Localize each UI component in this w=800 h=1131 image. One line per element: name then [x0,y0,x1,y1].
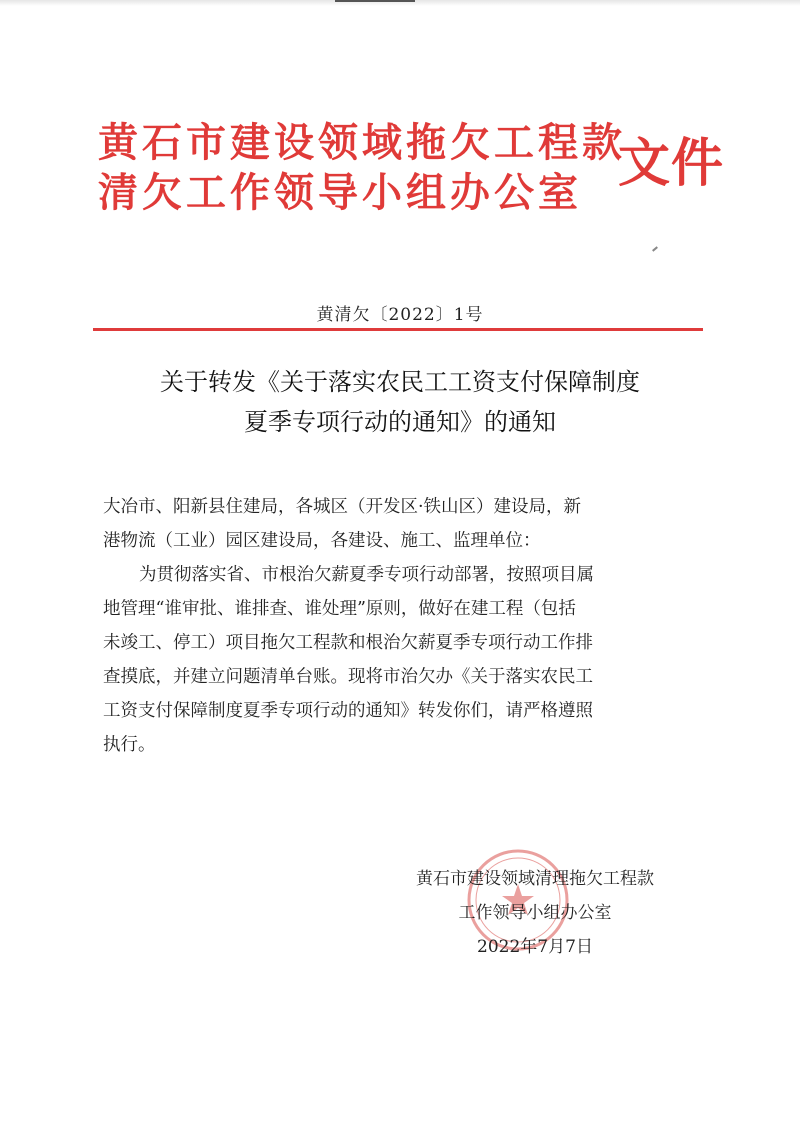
document-number: 黄清欠〔2022〕1号 [316,305,484,325]
body-line: 地管理“谁审批、谁排查、谁处理”原则，做好在建工程（包括 [103,599,576,619]
header-suffix: 文件 [618,133,725,194]
body-paragraph [103,558,703,762]
signature-org-line-1: 黄石市建设领域清理拖欠工程款 [416,869,654,889]
scan-mark [335,0,415,2]
title-line-1: 关于转发《关于落实农民工工资支付保障制度 [160,368,640,396]
red-divider [93,328,703,331]
addressee-line-1: 大冶市、阳新县住建局，各城区（开发区·铁山区）建设局，新 [103,497,582,517]
body-line: 为贯彻落实省、市根治欠薪夏季专项行动部署，按照项目属 [139,565,594,585]
title-line-2: 夏季专项行动的通知》的通知 [244,408,556,436]
body-line: 查摸底，并建立问题清单台账。现将市治欠办《关于落实农民工 [103,667,593,687]
document-title [0,362,800,442]
signature-date: 2022年7月7日 [477,937,593,957]
signature-block [370,862,700,964]
addressee [103,490,703,558]
body-line: 执行。 [103,735,156,755]
addressee-line-2: 港物流（工业）园区建设局，各建设、施工、监理单位： [103,531,541,551]
issuer-line-1: 黄石市建设领域拖欠工程款 [98,119,626,166]
issuer-line-2: 清欠工作领导小组办公室 [98,169,582,216]
body-line: 未竣工、停工）项目拖欠工程款和根治欠薪夏季专项行动工作排 [103,633,593,653]
document-header [98,118,626,218]
scan-speck [652,246,658,251]
signature-org-line-2: 工作领导小组办公室 [458,903,612,923]
body-line: 工资支付保障制度夏季专项行动的通知》转发你们，请严格遵照 [103,701,593,721]
